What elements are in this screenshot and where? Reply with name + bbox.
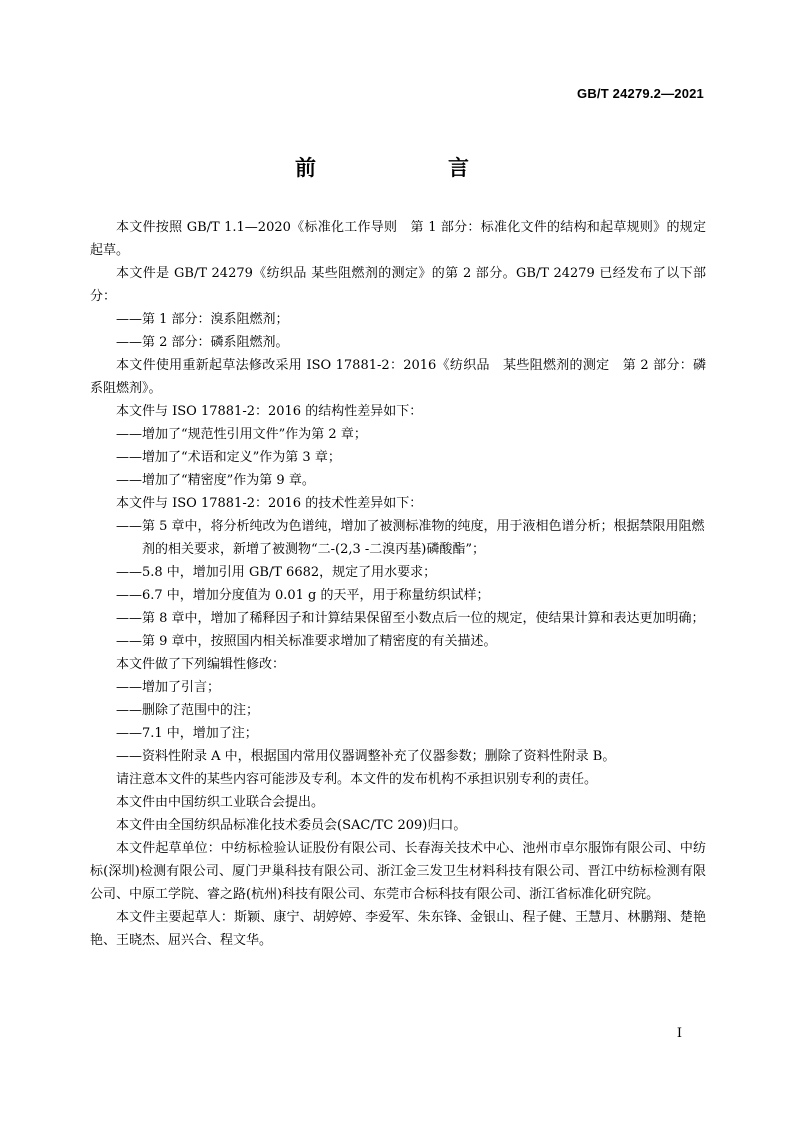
list-item: ——第 2 部分：磷系阻燃剂。: [116, 335, 289, 350]
list-item: ——增加了“精密度”作为第 9 章。: [116, 473, 315, 488]
page-number: I: [676, 1026, 682, 1041]
list-item: ——资料性附录 A 中，根据国内常用仪器调整补充了仪器参数；删除了资料性附录 B。: [116, 749, 616, 764]
list-item: ——第 9 章中，按照国内相关标准要求增加了精密度的有关描述。: [116, 634, 497, 649]
list-item: ——第 5 章中，将分析纯改为色谱纯，增加了被测标准物的纯度，用于液相色谱分析；根据禁限用阻燃剂的相关要求，新增了被测物“二-(2,3 -二溴丙基)磷酸酯”；: [116, 519, 705, 557]
list-item: 本文件由全国纺织品标准化技术委员会(SAC/TC 209)归口。: [116, 818, 467, 833]
list-item: ——7.1 中，增加了注；: [116, 726, 258, 741]
paragraph: 本文件主要起草人：斯颖、康宁、胡婷婷、李爱军、朱东锋、金银山、程子健、王慧月、林鹏翔、楚艳艳、王晓杰、屈兴合、程文华。: [90, 910, 706, 948]
list-item: 本文件与 ISO 17881-2：2016 的结构性差异如下：: [116, 404, 423, 419]
list-item: ——第 8 章中，增加了稀释因子和计算结果保留至小数点后一位的规定，使结果计算和表达更加明确；: [116, 611, 705, 626]
list-item: ——删除了范围中的注；: [116, 703, 260, 718]
list-item: ——6.7 中，增加分度值为 0.01 g 的天平，用于称量纺织试样；: [116, 588, 490, 603]
list-item: 本文件与 ISO 17881-2：2016 的技术性差异如下：: [116, 496, 423, 511]
preface-body: [90, 216, 706, 952]
list-item: ——增加了“规范性引用文件”作为第 2 章；: [116, 427, 367, 442]
list-item: ——增加了“术语和定义”作为第 3 章；: [116, 450, 341, 465]
list-item: 本文件做了下列编辑性修改：: [116, 657, 286, 672]
list-item: ——增加了引言；: [116, 680, 221, 695]
list-item: 本文件由中国纺织工业联合会提出。: [116, 795, 325, 810]
list-item: 请注意本文件的某些内容可能涉及专利。本文件的发布机构不承担识别专利的责任。: [116, 772, 598, 787]
list-item: ——第 1 部分：溴系阻燃剂；: [116, 312, 289, 327]
paragraph: 本文件起草单位：中纺标检验认证股份有限公司、长春海关技术中心、池州市卓尔服饰有限公司、中纺标(深圳)检测有限公司、厦门尹巢科技有限公司、浙江金三发卫生材料科技有限公司、晋江中纺标检测有限公司、中原工学院、睿之路(杭州)科技有限公司、东莞市合标科技有限公司、浙江省标准化研究院。: [90, 841, 706, 902]
paragraph: 本文件使用重新起草法修改采用 ISO 17881-2：2016《纺织品 某些阻燃剂的测定 第 2 部分：磷系阻燃剂》。: [90, 358, 706, 396]
list-item: ——5.8 中，增加引用 GB/T 6682，规定了用水要求；: [116, 565, 437, 580]
page-title: 前 言: [295, 156, 499, 180]
paragraph: 本文件是 GB/T 24279《纺织品 某些阻燃剂的测定》的第 2 部分。GB/T 24279 已经发布了以下部分：: [90, 266, 706, 304]
paragraph: 本文件按照 GB/T 1.1—2020《标准化工作导则 第 1 部分：标准化文件的结构和起草规则》的规定起草。: [90, 220, 706, 258]
document-code: GB/T 24279.2—2021: [577, 86, 704, 101]
